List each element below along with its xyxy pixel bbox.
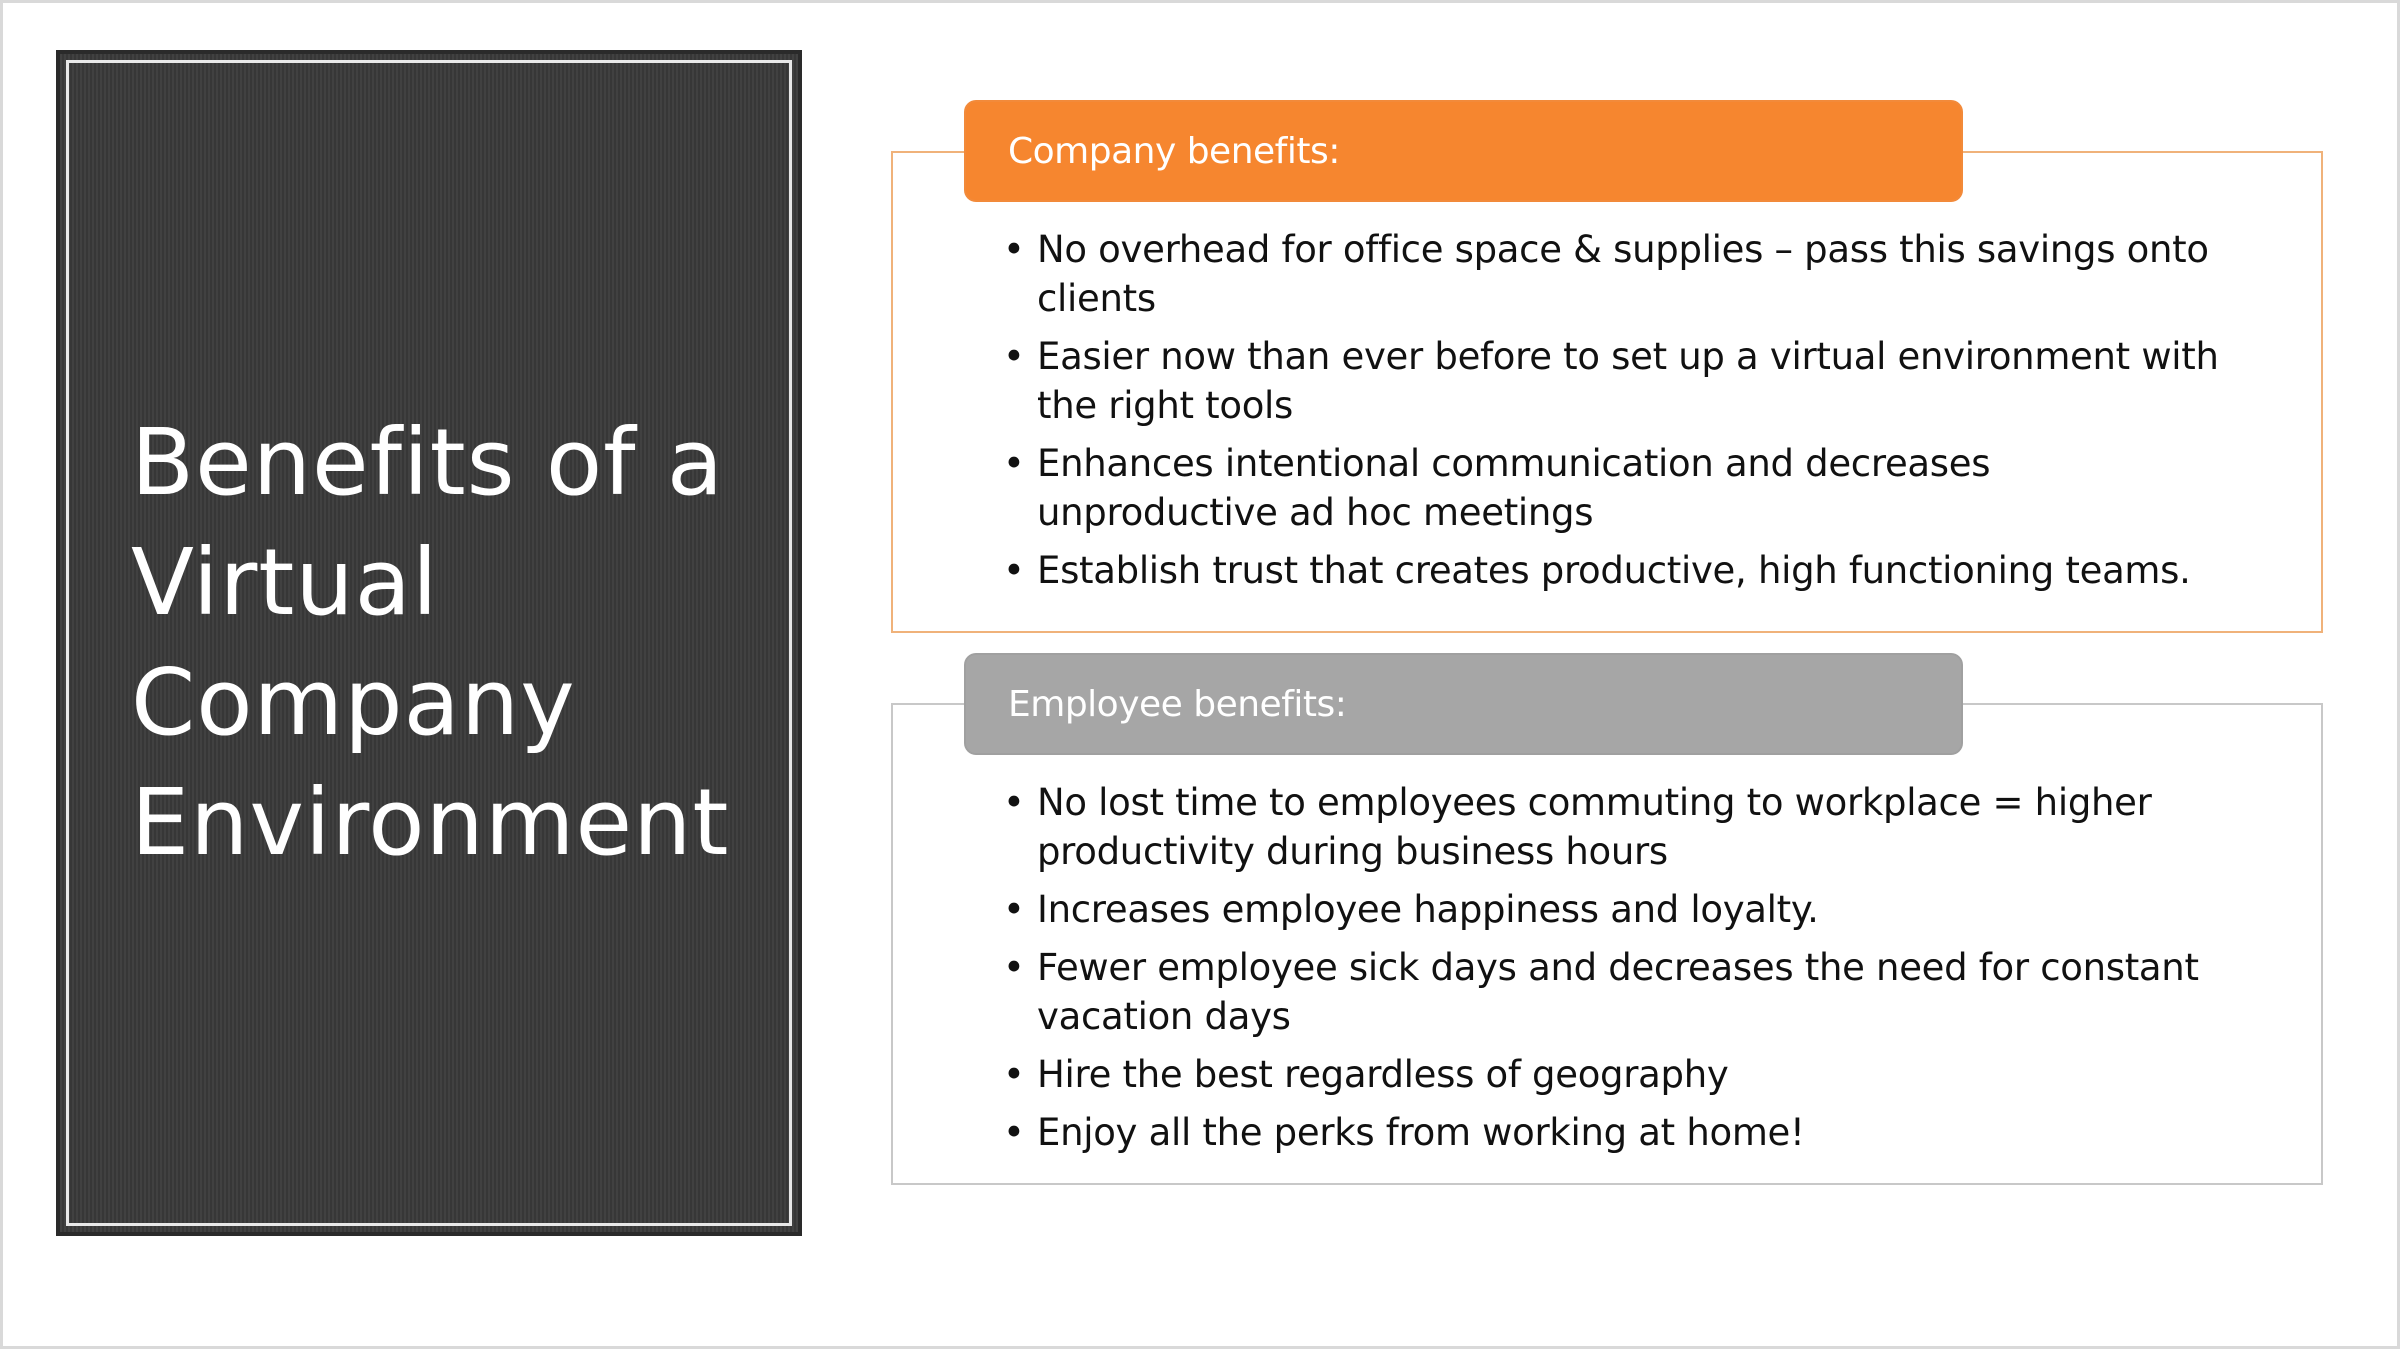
list-item [1003,778,2223,876]
company-benefits-list[interactable] [1003,225,2223,604]
slide-title-line-3: Company [131,649,576,756]
slide-title-line-4: Environment [131,769,730,876]
list-item-text: Increases employee happiness and loyalty. [1037,888,1819,931]
company-benefits-header[interactable] [964,100,1963,202]
list-item [1003,439,2223,537]
list-item-text: No overhead for office space & supplies – pass this savings onto clients [1037,228,2209,320]
list-item [1003,1050,2223,1099]
bullet-icon: • [1003,781,1025,824]
slide-title[interactable] [131,403,731,883]
list-item-text: Establish trust that creates productive, high functioning teams. [1037,549,2191,592]
employee-benefits-list[interactable] [1003,778,2223,1166]
list-item [1003,332,2223,430]
list-item [1003,1108,2223,1157]
bullet-icon: • [1003,888,1025,931]
list-item-text: Easier now than ever before to set up a virtual environment with the right tools [1037,335,2219,427]
employee-benefits-header[interactable] [964,653,1963,755]
bullet-icon: • [1003,946,1025,989]
list-item-text: Enjoy all the perks from working at home! [1037,1111,1805,1154]
list-item-text: Fewer employee sick days and decreases the need for constant vacation days [1037,946,2199,1038]
slide-title-line-1: Benefits of a [131,409,725,516]
slide-title-line-2: Virtual [131,529,439,636]
list-item [1003,885,2223,934]
bullet-icon: • [1003,442,1025,485]
company-benefits-header-label: Company benefits: [1008,130,1340,172]
list-item-text: Hire the best regardless of geography [1037,1053,1729,1096]
list-item-text: Enhances intentional communication and decreases unproductive ad hoc meetings [1037,442,1991,534]
list-item [1003,225,2223,323]
list-item [1003,943,2223,1041]
list-item-text: No lost time to employees commuting to workplace = higher productivity during business hours [1037,781,2152,873]
bullet-icon: • [1003,335,1025,378]
bullet-icon: • [1003,228,1025,271]
bullet-icon: • [1003,549,1025,592]
employee-benefits-header-label: Employee benefits: [1008,683,1347,725]
list-item [1003,546,2223,595]
bullet-icon: • [1003,1111,1025,1154]
bullet-icon: • [1003,1053,1025,1096]
